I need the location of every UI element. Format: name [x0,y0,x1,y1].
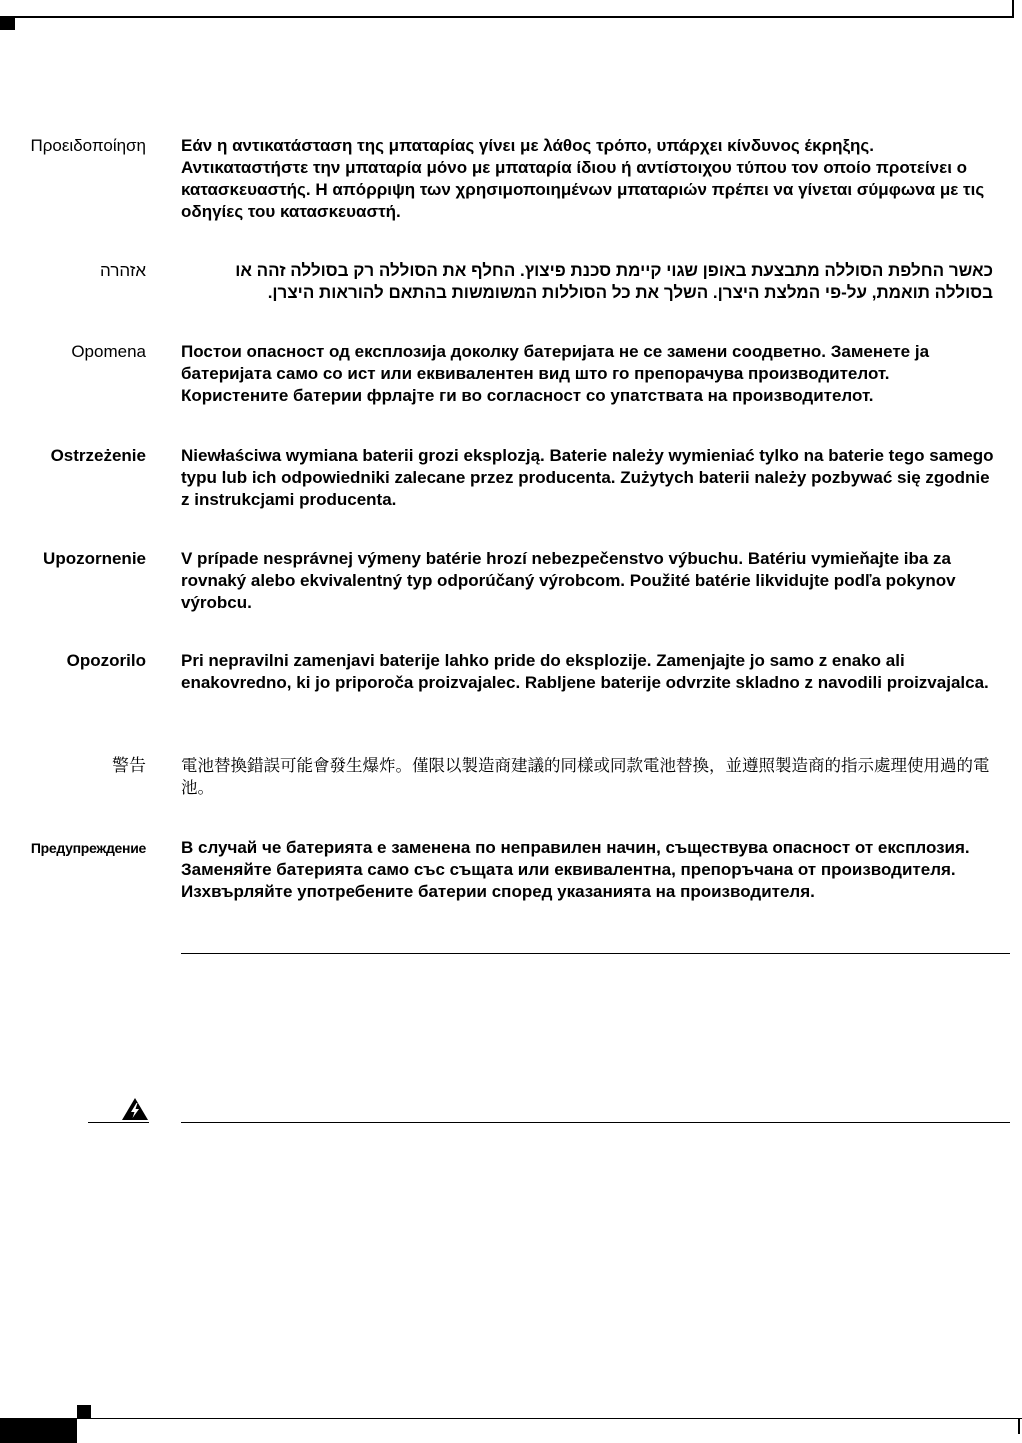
header-corner-marker [0,18,15,30]
warning-label: Προειδοποίηση [30,136,146,155]
warning-text: Niewłaściwa wymiana baterii grozi eksplozją. Baterie należy wymieniać tylko na baterie tego samego typu lub ich odpowiedniki zalecane przez producenta. Zużytych baterii należy pozbywać się zgodnie z instrukcjami producenta. [181,446,994,509]
warning-text: V prípade nesprávnej výmeny batérie hrozí nebezpečenstvo výbuchu. Batériu vymieňajte iba za rovnaký alebo ekvivalentný typ odporúčaný výrobcom. Použité batérie likvidujte podľa pokynov výrobcu. [181,549,956,612]
warning-text: В случай че батерията е заменена по неправилен начин, съществува опасност от експлозия. Заменяйте батерията само със същата или еквивалентна, препоръчана от производителя. Изхвърляйте употребените батерии според указанията на производителя. [181,838,970,901]
warning-label: Upozornenie [43,549,146,568]
footer-rule-tick [1018,1418,1020,1434]
warning-label: Предупреждение [30,840,146,856]
warning-label: Opomena [71,342,146,361]
warning-text: Pri nepravilni zamenjavi baterije lahko pride do eksplozije. Zamenjajte jo samo z enako ali enakovredno, ki jo priporoča proizvajalec. Rabljene baterije odvrzite skladno z navodili proizvajalca. [181,651,989,692]
warning-text: Постои опасност од експлозија доколку батеријата не се замени соодветно. Заменете ја батеријата само со ист или еквивалентен вид што го препорачува производителот. Користените батерии фрлајте ги во согласност со упатствата на производителот. [181,342,930,405]
footer-rule [0,1418,1022,1419]
footer-marker-small [77,1405,91,1418]
warning-label: Ostrzeżenie [50,446,146,465]
icon-underline [88,1122,149,1123]
warning-triangle-icon [121,1097,149,1121]
warning-label: אזהרה [100,261,146,280]
warning-label: Opozorilo [66,651,146,670]
warning-label: 警告 [112,756,146,775]
warning-text: Εάν η αντικατάσταση της μπαταρίας γίνει με λάθος τρόπο, υπάρχει κίνδυνος έκρηξης. Αντικαταστήστε την μπαταρία μόνο με μπαταρία ίδιου ή αντίστοιχου τύπου τον οποίο προτείνει ο κατασκευαστής. Η απόρριψη των χρησιμοποιημένων μπαταριών πρέπει να γίνεται σύμφωνα με τις οδηγίες του κατασκευαστή. [181,136,985,221]
footer-marker-large [0,1419,77,1443]
section-divider [181,1122,1010,1123]
section-divider [181,953,1010,954]
warning-text: 電池替換錯誤可能會發生爆炸。僅限以製造商建議的同樣或同款電池替換，並遵照製造商的指示處理使用過的電池。 [181,756,990,797]
header-rule [0,16,1014,18]
warning-text: כאשר החלפת הסוללה מתבצעת באופן שגוי קיימת סכנת פיצוץ. החלף את הסוללה רק בסוללה זהה או בסוללה תואמת, על-פי המלצת היצרן. השלך את כל הסוללות המשומשות בהתאם להוראות היצרן. [235,261,993,302]
header-rule-tick [1012,0,1014,18]
